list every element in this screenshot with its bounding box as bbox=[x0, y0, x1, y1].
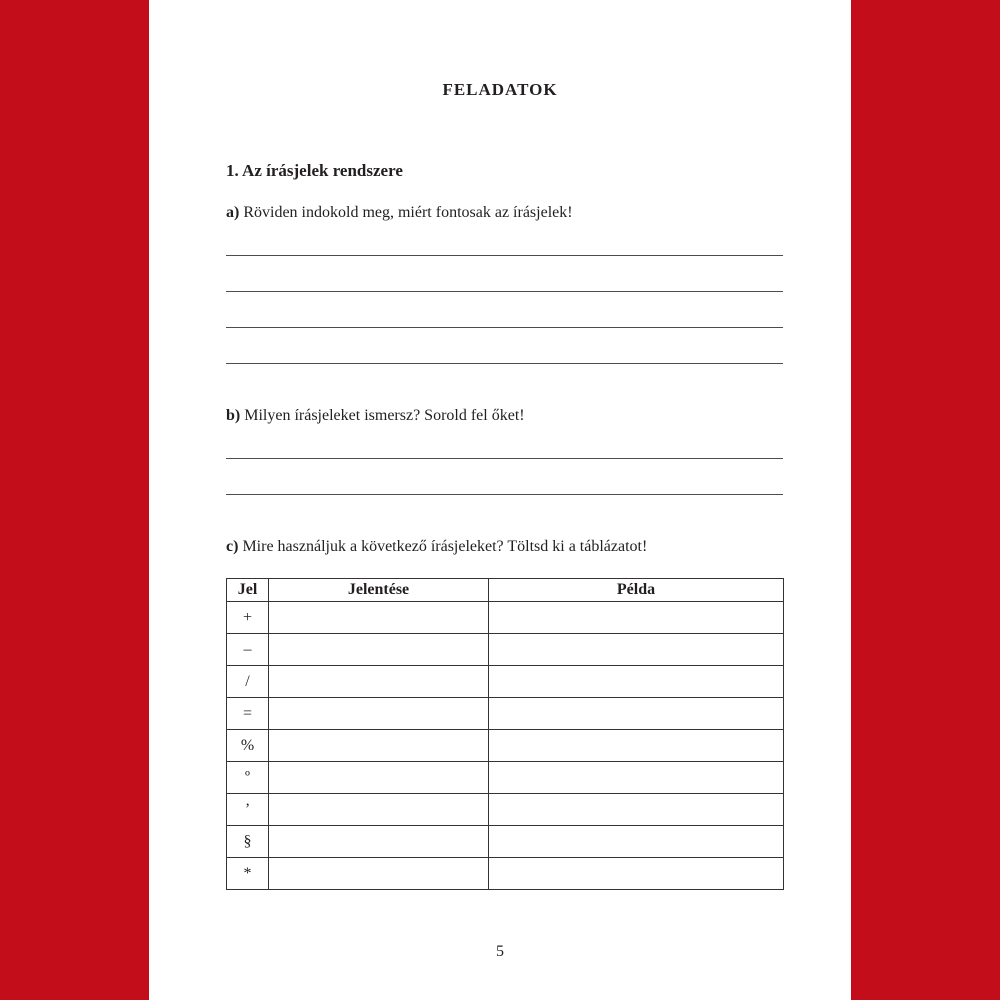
meaning-cell[interactable] bbox=[269, 858, 489, 890]
table-row bbox=[227, 666, 784, 698]
table-row bbox=[227, 602, 784, 634]
sign-cell: § bbox=[227, 826, 269, 858]
task-a bbox=[226, 204, 573, 222]
meaning-cell[interactable] bbox=[269, 730, 489, 762]
example-cell[interactable] bbox=[489, 762, 784, 794]
section-title: 1. Az írásjelek rendszere bbox=[226, 161, 403, 180]
example-cell[interactable] bbox=[489, 858, 784, 890]
table-row bbox=[227, 858, 784, 890]
task-b bbox=[226, 407, 525, 425]
task-c bbox=[226, 538, 647, 556]
header-pelda: Példa bbox=[489, 579, 784, 602]
task-b-letter: b) bbox=[226, 407, 241, 424]
example-cell[interactable] bbox=[489, 666, 784, 698]
punctuation-table bbox=[226, 578, 784, 890]
task-a-letter: a) bbox=[226, 204, 240, 221]
workbook-page bbox=[149, 0, 851, 1000]
table-row bbox=[227, 794, 784, 826]
table-row bbox=[227, 634, 784, 666]
answer-line-a-1[interactable] bbox=[226, 255, 783, 256]
meaning-cell[interactable] bbox=[269, 698, 489, 730]
answer-line-a-2[interactable] bbox=[226, 291, 783, 292]
sign-cell: º bbox=[227, 762, 269, 794]
task-c-text: Mire használjuk a következő írásjeleket? Töltsd ki a táblázatot! bbox=[242, 538, 648, 555]
task-b-text: Milyen írásjeleket ismersz? Sorold fel őket! bbox=[244, 407, 525, 424]
table-row bbox=[227, 698, 784, 730]
example-cell[interactable] bbox=[489, 826, 784, 858]
header-jelentese: Jelentése bbox=[269, 579, 489, 602]
meaning-cell[interactable] bbox=[269, 762, 489, 794]
meaning-cell[interactable] bbox=[269, 602, 489, 634]
sign-cell: % bbox=[227, 730, 269, 762]
example-cell[interactable] bbox=[489, 634, 784, 666]
example-cell[interactable] bbox=[489, 602, 784, 634]
answer-line-a-3[interactable] bbox=[226, 327, 783, 328]
example-cell[interactable] bbox=[489, 698, 784, 730]
sign-cell: / bbox=[227, 666, 269, 698]
answer-line-a-4[interactable] bbox=[226, 363, 783, 364]
example-cell[interactable] bbox=[489, 730, 784, 762]
sign-cell: ’ bbox=[227, 794, 269, 826]
table-row bbox=[227, 762, 784, 794]
header-jel: Jel bbox=[227, 579, 269, 602]
example-cell[interactable] bbox=[489, 794, 784, 826]
answer-line-b-2[interactable] bbox=[226, 494, 783, 495]
task-a-text: Röviden indokold meg, miért fontosak az írásjelek! bbox=[243, 204, 573, 221]
sign-cell: * bbox=[227, 858, 269, 890]
sign-cell: + bbox=[227, 602, 269, 634]
meaning-cell[interactable] bbox=[269, 826, 489, 858]
meaning-cell[interactable] bbox=[269, 634, 489, 666]
sign-cell: = bbox=[227, 698, 269, 730]
meaning-cell[interactable] bbox=[269, 666, 489, 698]
meaning-cell[interactable] bbox=[269, 794, 489, 826]
answer-line-b-1[interactable] bbox=[226, 458, 783, 459]
page-title: FELADATOK bbox=[442, 80, 558, 99]
table-header-row bbox=[227, 579, 784, 602]
page-number: 5 bbox=[496, 943, 504, 960]
table-row bbox=[227, 730, 784, 762]
task-c-letter: c) bbox=[226, 538, 239, 555]
sign-cell: – bbox=[227, 634, 269, 666]
table-row bbox=[227, 826, 784, 858]
